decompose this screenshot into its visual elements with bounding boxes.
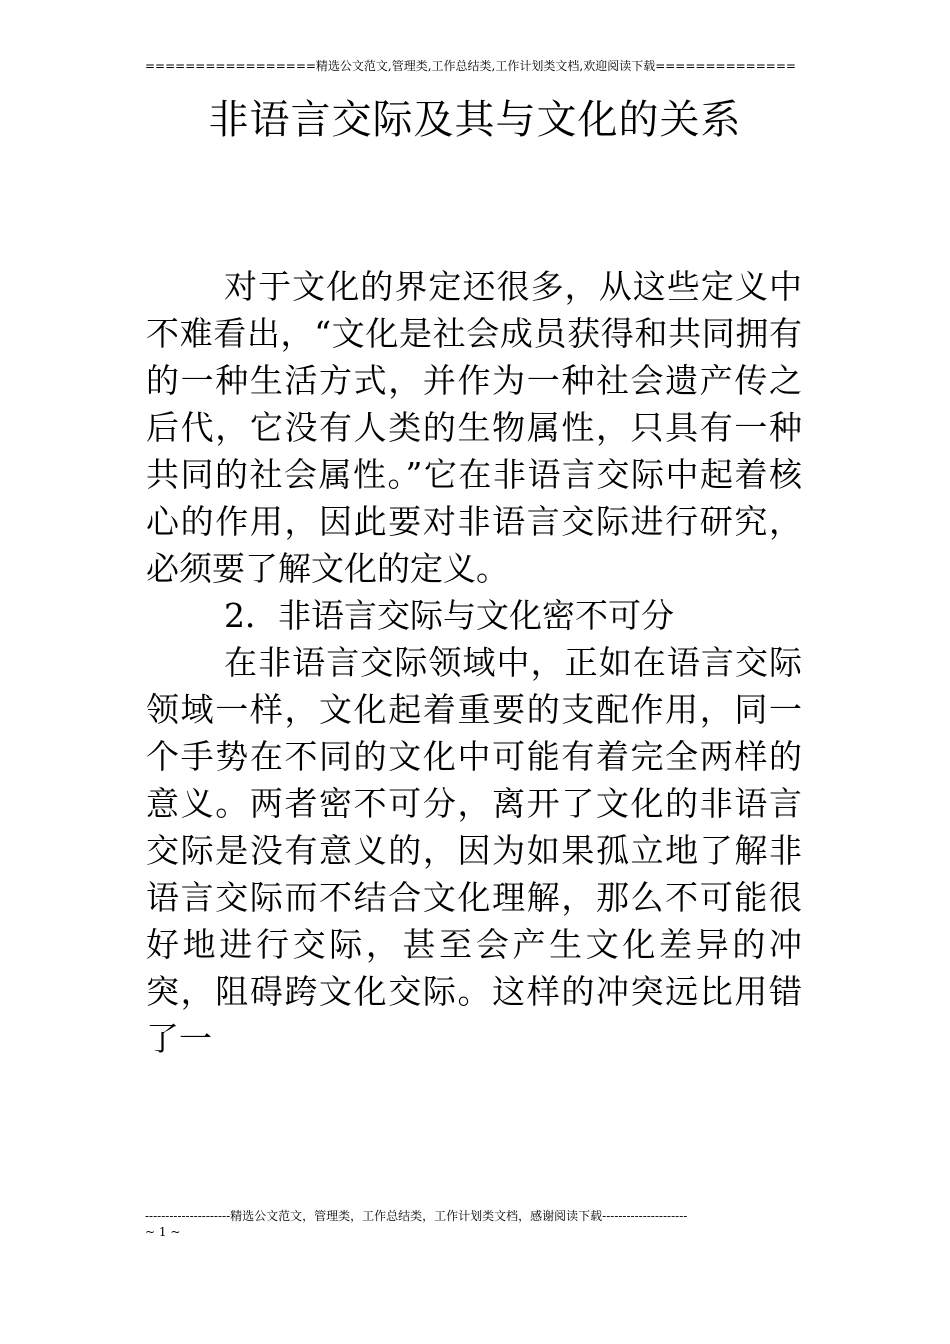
header-banner: =================精选公文范文,管理类,工作总结类,工作计划类文档,欢迎阅读下载============== [145, 59, 796, 73]
paragraph-nonverbal-culture: 在非语言交际领域中，正如在语言交际领域一样，文化起着重要的支配作用，同一个手势在不同的文化中可能有着完全两样的意义。两者密不可分，离开了文化的非语言交际是没有意义的，因为如果孤立地了解非语言交际而不结合文化理解，那么不可能很好地进行交际，甚至会产生文化差异的冲突，阻碍跨文化交际。这样的冲突远比用错了一 [146, 643, 802, 1058]
document-title: 非语言交际及其与文化的关系 [208, 97, 742, 143]
page-number: ~ 1 ~ [145, 1225, 181, 1239]
document-body [146, 263, 802, 1062]
footer-banner: ---------------------精选公文范文，管理类，工作总结类，工作计划类文档，感谢阅读下载--------------------- [145, 1209, 688, 1223]
section-heading: 2．非语言交际与文化密不可分 [224, 596, 674, 635]
paragraph-culture-definition: 对于文化的界定还很多，从这些定义中不难看出，“文化是社会成员获得和共同拥有的一种生活方式，并作为一种社会遗产传之后代，它没有人类的生物属性，只具有一种共同的社会属性。”它在非语言交际中起着核心的作用，因此要对非语言交际进行研究，必须要了解文化的定义。 [146, 267, 802, 588]
